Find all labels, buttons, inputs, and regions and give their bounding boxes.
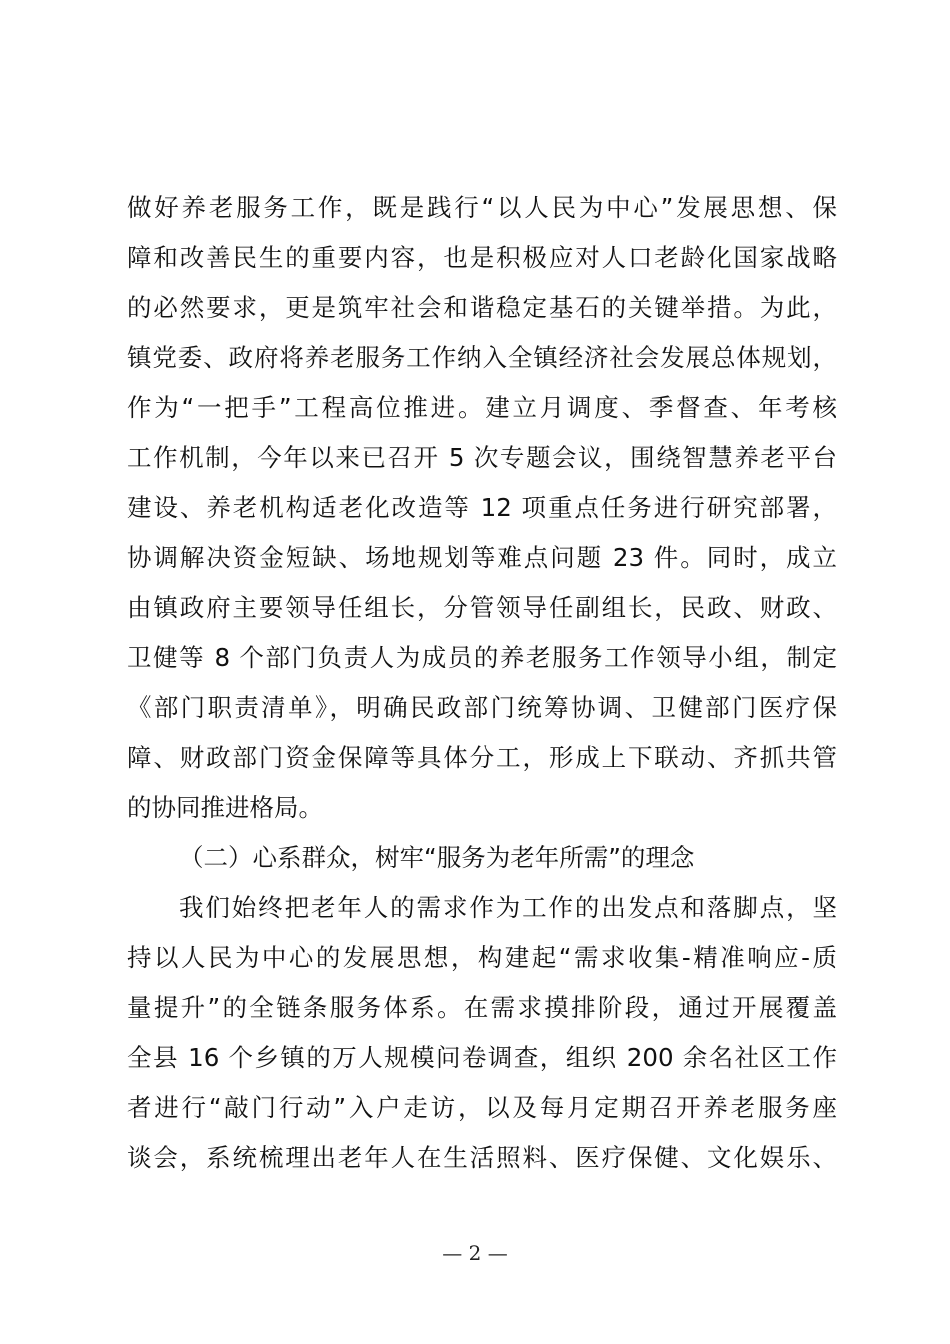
paragraph-1-line-7: 建设、养老机构适老化改造等 12 项重点任务进行研究部署， <box>127 493 837 522</box>
paragraph-1-line-12: 障、财政部门资金保障等具体分工，形成上下联动、齐抓共管 <box>127 743 837 772</box>
paragraph-1-line-10: 卫健等 8 个部门负责人为成员的养老服务工作领导小组，制定 <box>127 643 837 672</box>
paragraph-2-line-6: 谈会，系统梳理出老年人在生活照料、医疗保健、文化娱乐、 <box>127 1143 837 1172</box>
paragraph-1-line-9: 由镇政府主要领导任组长，分管领导任副组长，民政、财政、 <box>127 593 837 622</box>
paragraph-2-line-4: 全县 16 个乡镇的万人规模问卷调查，组织 200 余名社区工作 <box>127 1043 837 1072</box>
paragraph-1-line-13: 的协同推进格局。 <box>127 793 323 822</box>
paragraph-1-line-4: 镇党委、政府将养老服务工作纳入全镇经济社会发展总体规划， <box>127 343 837 372</box>
paragraph-1-line-5: 作为“一把手”工程高位推进。建立月调度、季督查、年考核 <box>127 393 837 422</box>
paragraph-1-line-6: 工作机制，今年以来已召开 5 次专题会议，围绕智慧养老平台 <box>127 443 837 472</box>
paragraph-2-line-3: 量提升”的全链条服务体系。在需求摸排阶段，通过开展覆盖 <box>127 993 837 1022</box>
paragraph-2-line-2: 持以人民为中心的发展思想，构建起“需求收集-精准响应-质 <box>127 943 837 972</box>
section-heading: （二）心系群众，树牢“服务为老年所需”的理念 <box>179 843 695 872</box>
paragraph-1-line-1: 做好养老服务工作，既是践行“以人民为中心”发展思想、保 <box>127 193 837 222</box>
page-number: — 2 — <box>442 1241 508 1265</box>
body-text <box>127 183 837 1183</box>
paragraph-1-line-11: 《部门职责清单》，明确民政部门统筹协调、卫健部门医疗保 <box>127 693 837 722</box>
paragraph-1-line-3: 的必然要求，更是筑牢社会和谐稳定基石的关键举措。为此， <box>127 293 837 322</box>
paragraph-1-line-8: 协调解决资金短缺、场地规划等难点问题 23 件。同时，成立 <box>127 543 837 572</box>
paragraph-2-line-5: 者进行“敲门行动”入户走访，以及每月定期召开养老服务座 <box>127 1093 837 1122</box>
paragraph-2-line-1: 我们始终把老年人的需求作为工作的出发点和落脚点，坚 <box>179 893 837 922</box>
paragraph-1-line-2: 障和改善民生的重要内容，也是积极应对人口老龄化国家战略 <box>127 243 837 272</box>
